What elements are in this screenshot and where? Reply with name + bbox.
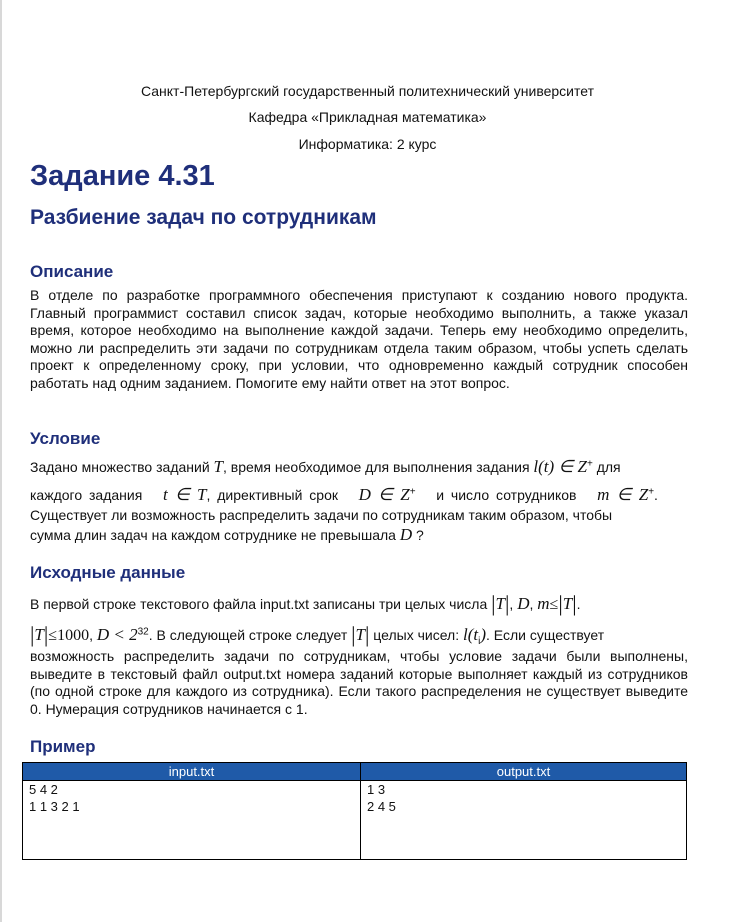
task-number: Задание 4.31 [30,160,215,192]
input-line: 5 4 2 [29,782,58,797]
task-title: Разбиение задач по сотрудникам [30,206,377,229]
input-line-2: |T|≤1000, $D < 2^{32}$. В следующей строке следует |T| целых чисел: $l(t_i)$. Если существует [30,622,605,647]
condition-line-3: Существует ли возможность распределить задачи по сотрудникам таким образом, чтобы [30,507,613,523]
example-input-column [23,763,361,859]
course-name: Информатика: 2 курс [298,136,437,152]
input-line-1: В первой строке текстового файла input.txt записаны три целых числа |T|, D, m≤|T|. [30,591,581,616]
description-text: В отделе по разработке программного обеспечения приступают к созданию нового продукта. Главный программист составил список задач, которые необходимо выполнить, а также указал время, которое необходимо на выполнение каждой задачи. Теперь ему необходимо определить, можно ли распределить эти задачи по сотрудникам отдела таким образом, чтобы успеть сделать проект к определенному сроку, при условии, что одновременно каждый сотрудник способен работать над одним заданием. Помогите ему найти ответ на этот вопрос. [30,287,688,391]
input-file-header: input.txt [23,763,360,781]
input-line: 1 1 3 2 1 [29,799,80,814]
condition-line-4: сумма длин задач на каждом сотруднике не превышала D ? [30,525,424,544]
output-line: 1 3 [367,782,386,797]
output-line: 2 4 5 [367,799,396,814]
department-name: Кафедра «Прикладная математика» [248,109,487,125]
description-heading: Описание [30,262,114,281]
input-rest-text: возможность распределить задачи по сотрудникам, чтобы условие задачи были выполнены, выведите в текстовый файл output.txt номера заданий которые выполняет каждый из сотрудников (по одной строке для каждого из сотрудника). Если такого распределения не существует выведите 0. Нумерация сотрудников начинается с 1. [30,648,688,717]
input-heading: Исходные данные [30,563,186,582]
example-heading: Пример [30,737,96,756]
condition-line-2: каждого задания t ∈ T, директивный срок D ∈ Z+ и число сотрудников m ∈ Z+. [30,485,658,504]
condition-heading: Условие [30,429,101,448]
condition-line-1: Задано множество заданий T, время необходимое для выполнения задания l(t) ∈ Z+ для [30,457,621,476]
example-table [22,762,687,860]
output-file-header: output.txt [361,763,686,781]
university-name: Санкт-Петербургский государственный политехнический университет [140,83,594,99]
example-output-column [361,763,686,859]
